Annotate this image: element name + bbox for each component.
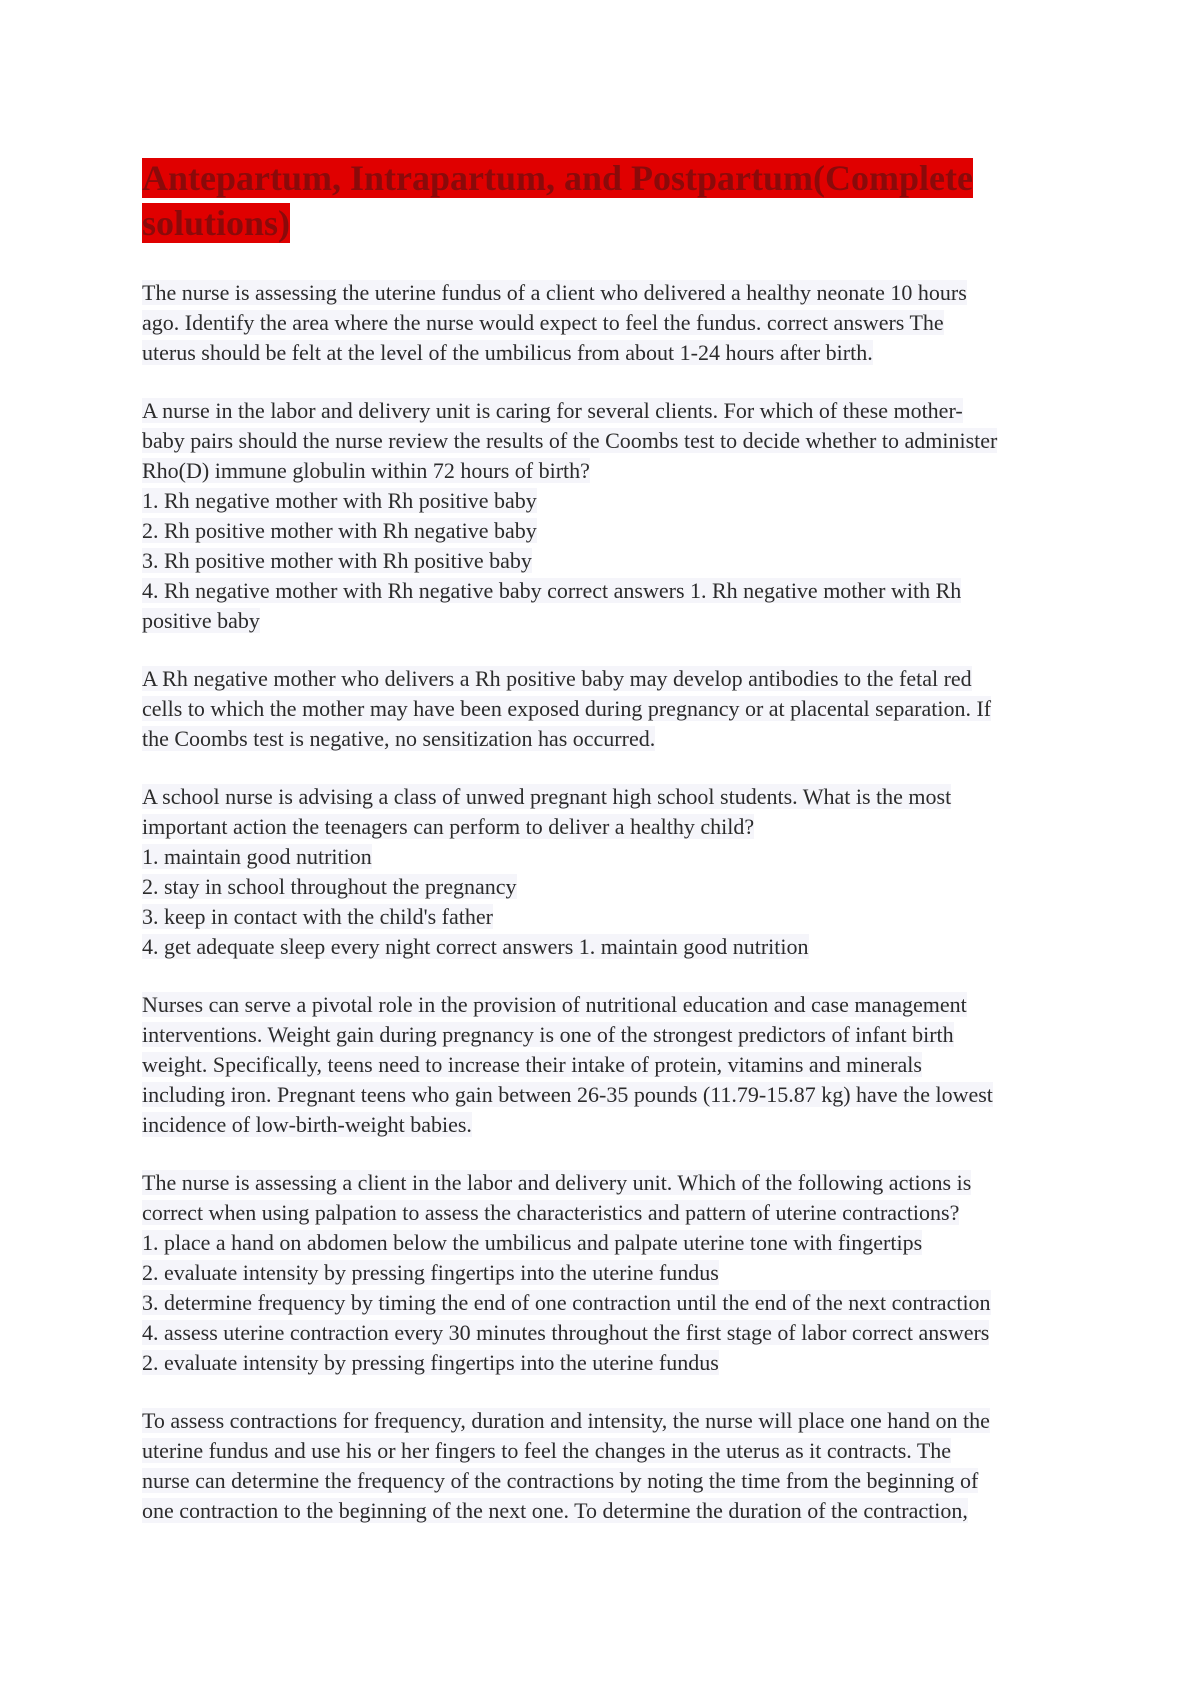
list-item: 2. stay in school throughout the pregnancy [142,874,517,899]
text-line: one contraction to the beginning of the next one. To determine the duration of the contraction, [142,1498,968,1523]
text-line: A school nurse is advising a class of unwed pregnant high school students. What is the most [142,784,952,809]
list-item: 3. Rh positive mother with Rh positive baby [142,548,532,573]
text-line: uterine fundus and use his or her fingers to feel the changes in the uterus as it contracts. The [142,1438,952,1463]
list-item: 1. place a hand on abdomen below the umbilicus and palpate uterine tone with fingertips [142,1230,923,1255]
text-line: uterus should be felt at the level of the umbilicus from about 1-24 hours after birth. [142,340,873,365]
document-title: Antepartum, Intrapartum, and Postpartum(Complete solutions) [142,158,973,243]
list-item: 4. get adequate sleep every night correct answers 1. maintain good nutrition [142,934,809,959]
text-line: The nurse is assessing the uterine fundus of a client who delivered a healthy neonate 10 hours [142,280,967,305]
text-line: interventions. Weight gain during pregnancy is one of the strongest predictors of infant birth [142,1022,954,1047]
text-line: nurse can determine the frequency of the contractions by noting the time from the beginning of [142,1468,979,1493]
text-block [142,782,1062,962]
text-line: positive baby [142,608,260,633]
text-line: Nurses can serve a pivotal role in the provision of nutritional education and case management [142,992,967,1017]
text-block [142,396,1062,636]
list-item: 1. Rh negative mother with Rh positive baby [142,488,537,513]
text-block [142,1406,1062,1526]
text-block [142,664,1062,754]
text-line: correct when using palpation to assess the characteristics and pattern of uterine contractions? [142,1200,960,1225]
text-block [142,1168,1062,1378]
text-line: 2. evaluate intensity by pressing fingertips into the uterine fundus [142,1350,719,1375]
text-line: A nurse in the labor and delivery unit is caring for several clients. For which of these mother- [142,398,963,423]
text-line: important action the teenagers can perform to deliver a healthy child? [142,814,755,839]
list-item: 2. evaluate intensity by pressing fingertips into the uterine fundus [142,1260,719,1285]
text-line: baby pairs should the nurse review the results of the Coombs test to decide whether to administer [142,428,998,453]
text-line: weight. Specifically, teens need to increase their intake of protein, vitamins and minerals [142,1052,922,1077]
text-line: ago. Identify the area where the nurse would expect to feel the fundus. correct answers The [142,310,944,335]
list-item: 3. keep in contact with the child's father [142,904,493,929]
text-block [142,278,1062,368]
text-block [142,990,1062,1140]
list-item: 1. maintain good nutrition [142,844,372,869]
title-wrap [142,156,982,246]
text-line: Rho(D) immune globulin within 72 hours of birth? [142,458,590,483]
list-item: 2. Rh positive mother with Rh negative baby [142,518,537,543]
text-line: To assess contractions for frequency, duration and intensity, the nurse will place one hand on the [142,1408,990,1433]
list-item: 4. Rh negative mother with Rh negative baby correct answers 1. Rh negative mother with Rh [142,578,962,603]
text-line: A Rh negative mother who delivers a Rh positive baby may develop antibodies to the fetal red [142,666,972,691]
text-line: the Coombs test is negative, no sensitization has occurred. [142,726,656,751]
text-line: The nurse is assessing a client in the labor and delivery unit. Which of the following actions is [142,1170,972,1195]
text-line: incidence of low-birth-weight babies. [142,1112,472,1137]
list-item: 4. assess uterine contraction every 30 minutes throughout the first stage of labor correct answers [142,1320,990,1345]
text-line: including iron. Pregnant teens who gain between 26-35 pounds (11.79-15.87 kg) have the lowest [142,1082,993,1107]
list-item: 3. determine frequency by timing the end of one contraction until the end of the next contraction [142,1290,991,1315]
text-line: cells to which the mother may have been exposed during pregnancy or at placental separation. If [142,696,992,721]
document-page [142,156,1062,1554]
